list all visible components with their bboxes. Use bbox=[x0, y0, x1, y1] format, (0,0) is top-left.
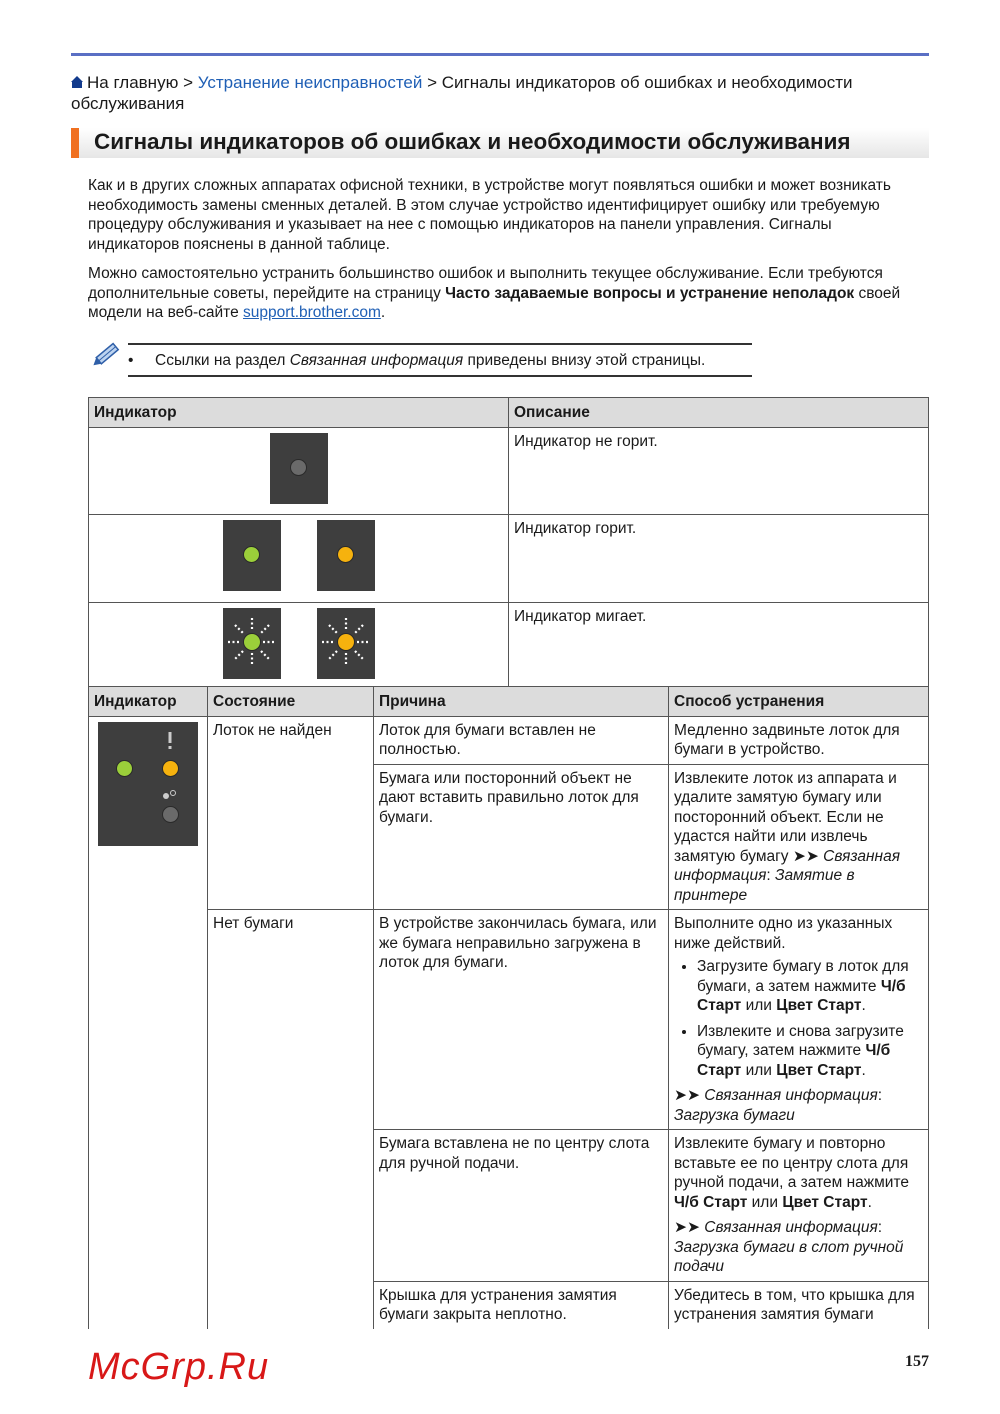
led-off-image bbox=[270, 433, 328, 504]
breadcrumb bbox=[71, 72, 921, 114]
panel-image bbox=[98, 722, 198, 846]
error-table bbox=[88, 686, 929, 1329]
remedy: Извлеките лоток из аппарата и удалите замятую бумагу или посторонний объект. Если не удастся найти или извлечь замятую бумагу ➤➤ Связанная информация: Замятие в принтере bbox=[669, 764, 929, 910]
col-description: Описание bbox=[509, 398, 929, 428]
manual-feed-link[interactable]: Загрузка бумаги в слот ручной подачи bbox=[674, 1238, 904, 1275]
remedy: Убедитесь в том, что крышка для устранения замятия бумаги bbox=[669, 1281, 929, 1329]
intro-paragraph: Как и в других сложных аппаратах офисной техники, в устройстве могут появляться ошибки и может возникать необходимость замены сменных деталей. В этом случае устройство идентифицирует ошибку или требуемую процедуру обслуживания и указывает на нее с помощью индикаторов на панели управления. Сигналы индикаторов пояснены в данной таблице. bbox=[88, 177, 891, 253]
description: Индикатор мигает. bbox=[509, 602, 929, 690]
intro-paragraph-2: Можно самостоятельно устранить большинство ошибок и выполнить текущее обслуживание. Если требуются дополнительные советы, перейдите на страницу Часто задаваемые вопросы и устранение неполадок своей модели на веб-сайте support.brother.com. bbox=[88, 265, 901, 321]
blink-rays-icon bbox=[322, 618, 370, 666]
cause: Крышка для устранения замятия бумаги закрыта неплотно. bbox=[374, 1281, 669, 1329]
col-indicator: Индикатор bbox=[89, 398, 509, 428]
support-link[interactable]: support.brother.com bbox=[243, 304, 381, 321]
led-amber-on-image bbox=[317, 520, 375, 591]
related-info-link[interactable]: Связанная информация bbox=[704, 1219, 878, 1236]
home-icon[interactable] bbox=[71, 76, 83, 88]
led-amber-blink-image bbox=[317, 608, 375, 679]
note-box: • Ссылки на раздел Связанная информация приведены внизу этой страницы. bbox=[128, 343, 752, 377]
description: Индикатор не горит. bbox=[509, 427, 929, 515]
led-amber-icon bbox=[162, 760, 179, 777]
cause: Бумага или посторонний объект не дают вставить правильно лоток для бумаги. bbox=[374, 764, 669, 910]
blink-rays-icon bbox=[228, 618, 276, 666]
indicator-legend-table bbox=[88, 397, 929, 690]
led-green-blink-image bbox=[223, 608, 281, 679]
led-off-icon bbox=[162, 806, 179, 823]
description: Индикатор горит. bbox=[509, 515, 929, 603]
breadcrumb-current: Сигналы индикаторов об ошибках и необходимости обслуживания bbox=[71, 73, 853, 113]
led-off-icon bbox=[290, 459, 307, 476]
led-amber-icon bbox=[337, 546, 354, 563]
state: Лоток не найден bbox=[208, 716, 374, 910]
col-indicator: Индикатор bbox=[89, 687, 208, 717]
watermark: McGrp.Ru bbox=[88, 1346, 270, 1388]
related-info-link[interactable]: Связанная информация bbox=[674, 847, 900, 884]
breadcrumb-sep: > bbox=[183, 73, 193, 92]
led-green-on-image bbox=[223, 520, 281, 591]
pencil-note-icon bbox=[92, 338, 124, 368]
load-paper-link[interactable]: Загрузка бумаги bbox=[674, 1106, 795, 1124]
state: Нет бумаги bbox=[208, 910, 374, 1329]
page-title: Сигналы индикаторов об ошибках и необходимости обслуживания bbox=[71, 128, 929, 158]
cause: В устройстве закончилась бумага, или же бумага неправильно загружена в лоток для бумаги. bbox=[374, 910, 669, 1130]
breadcrumb-home[interactable]: На главную bbox=[87, 73, 179, 92]
page-number: 157 bbox=[905, 1353, 929, 1370]
error-exclamation-icon bbox=[166, 732, 174, 750]
col-cause: Причина bbox=[374, 687, 669, 717]
cause: Лоток для бумаги вставлен не полностью. bbox=[374, 716, 669, 764]
col-state: Состояние bbox=[208, 687, 374, 717]
breadcrumb-sep: > bbox=[427, 73, 438, 92]
col-remedy: Способ устранения bbox=[669, 687, 929, 717]
remedy: Медленно задвиньте лоток для бумаги в устройство. bbox=[669, 716, 929, 764]
breadcrumb-link[interactable]: Устранение неисправностей bbox=[197, 73, 423, 92]
remedy: Извлеките бумагу и повторно вставьте ее по центру слота для ручной подачи, а затем нажмите Ч/б Старт или Цвет Старт. ➤➤ Связанная информация: Загрузка бумаги в слот ручной подачи bbox=[669, 1130, 929, 1282]
cause: Бумага вставлена не по центру слота для ручной подачи. bbox=[374, 1130, 669, 1282]
led-green-icon bbox=[243, 546, 260, 563]
ink-drop-icon bbox=[162, 788, 178, 800]
led-green-icon bbox=[116, 760, 133, 777]
jam-link[interactable]: Замятие в принтере bbox=[674, 867, 855, 904]
top-rule bbox=[71, 53, 929, 56]
remedy: Выполните одно из указанных ниже действий. • Загрузите бумагу в лоток для бумаги, а затем нажмите Ч/б Старт или Цвет Старт. • Извлеките и снова загрузите бумагу, затем нажмите Ч/б Старт или Цвет Старт. ➤➤ Связанная информация: Загрузка бумаги bbox=[669, 910, 929, 1130]
related-info-link[interactable]: Связанная информация bbox=[704, 1087, 878, 1104]
